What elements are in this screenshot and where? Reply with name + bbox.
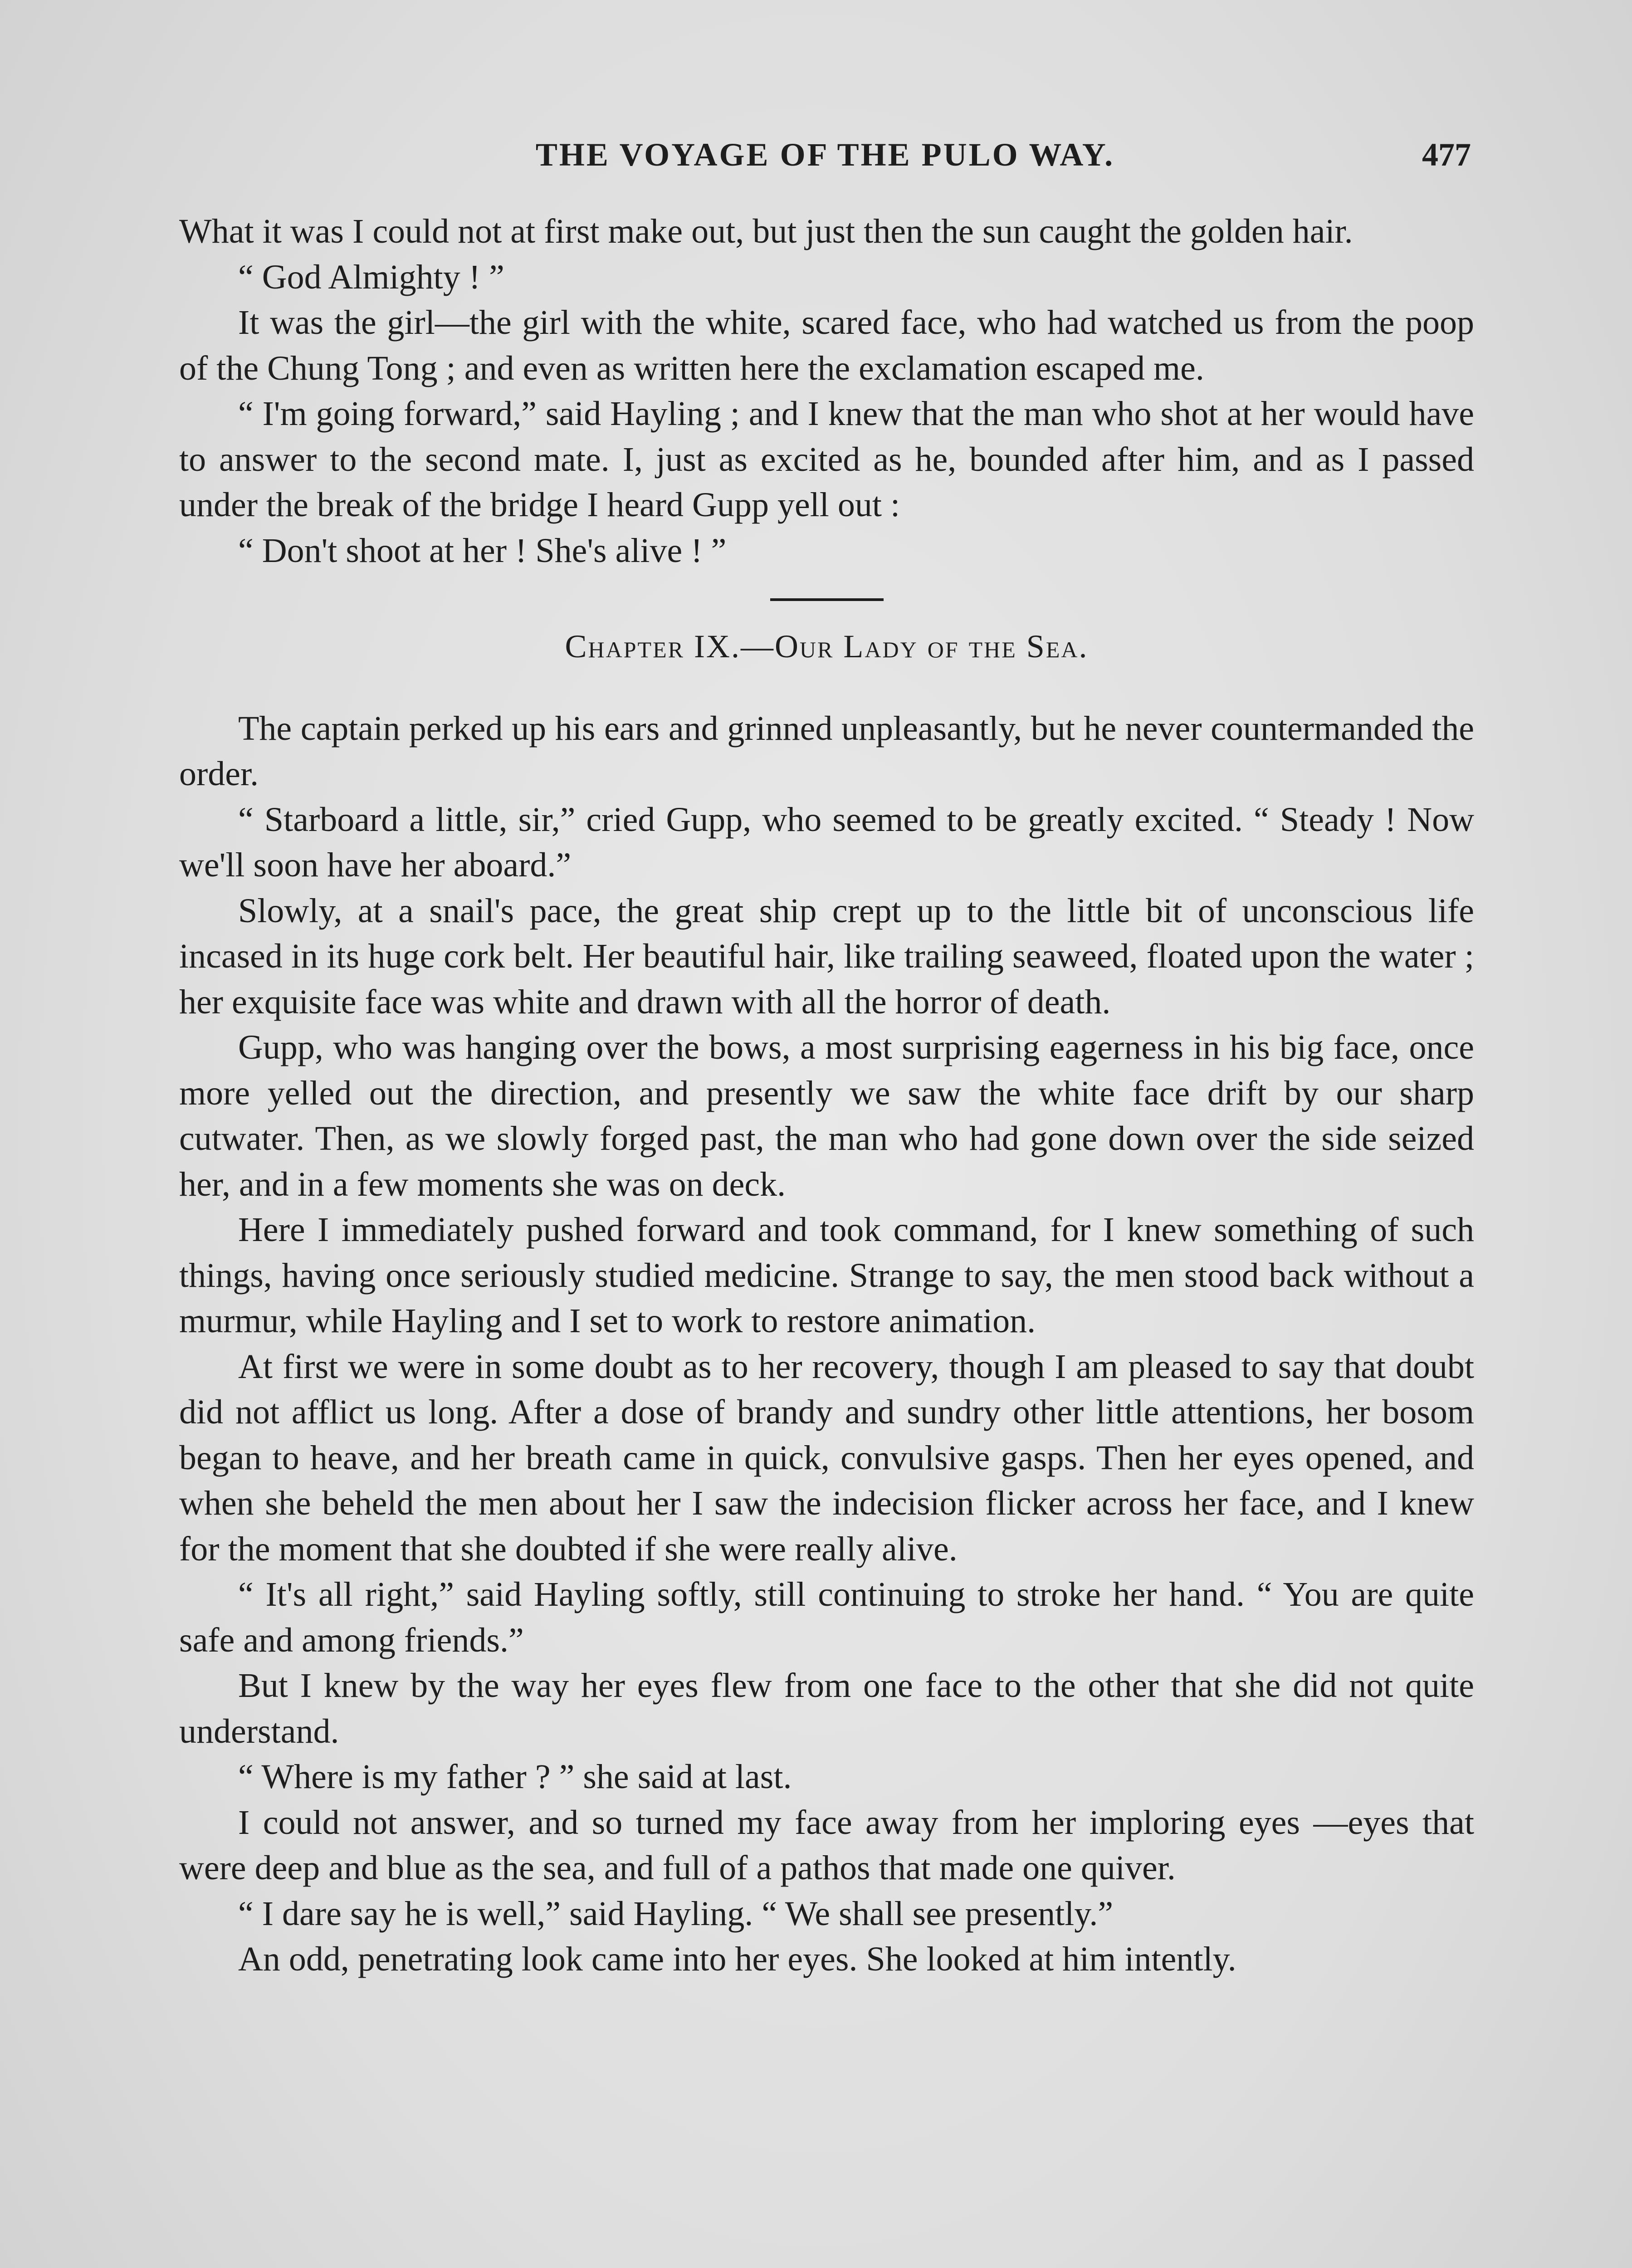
paragraphs-after-chapter (179, 706, 1474, 1982)
paragraph: I could not answer, and so turned my face away from her imploring eyes —eyes that were deep and blue as the sea, and full of a pathos that made one quiver. (179, 1803, 1474, 1887)
section-divider (770, 598, 884, 601)
paragraph: What it was I could not at first make out, but just then the sun caught the golden hair. (179, 212, 1353, 250)
paragraph: But I knew by the way her eyes flew from one face to the other that she did not quite understand. (179, 1667, 1474, 1750)
paragraph: “ I dare say he is well,” said Hayling. “ We shall see presently.” (238, 1894, 1114, 1933)
paragraph: Here I immediately pushed forward and took command, for I knew something of such things, having once seriously studied medicine. Strange to say, the men stood back without a murmur, while Hayling and I set to work to restore animation. (179, 1211, 1474, 1340)
paragraph: An odd, penetrating look came into her eyes. She looked at him intently. (238, 1940, 1236, 1978)
running-title: THE VOYAGE OF THE PULO WAY. (535, 137, 1115, 173)
paragraph: The captain perked up his ears and grinned unpleasantly, but he never countermanded the order. (179, 709, 1474, 793)
paragraphs-before-chapter (179, 209, 1474, 573)
page-header (179, 136, 1471, 186)
paragraph: “ Don't shoot at her ! She's alive ! ” (238, 531, 727, 570)
paragraph: Gupp, who was hanging over the bows, a most surprising eagerness in his big face, once more yelled out the direction, and presently we saw the white face drift by our sharp cutwater. Then, as we slowly forged past, the man who had gone down over the side seized her, and in a few moments she was on deck. (179, 1028, 1474, 1203)
paragraph: It was the girl—the girl with the white, scared face, who had watched us from the poop of the Chung Tong ; and even as written here the exclamation escaped me. (179, 303, 1474, 387)
paragraph: “ Where is my father ? ” she said at last. (238, 1758, 792, 1796)
body-text (179, 209, 1474, 1982)
chapter-heading: Chapter IX.—Our Lady of the Sea. (565, 628, 1089, 665)
paragraph: At first we were in some doubt as to her recovery, though I am pleased to say that doubt did not afflict us long. After a dose of brandy and sundry other little attentions, her bosom began to heave, and her breath came in quick, convulsive gasps. Then her eyes opened, and when she beheld the men about her I saw the indecision flicker across her face, and I knew for the moment that she doubted if she were really alive. (179, 1347, 1474, 1568)
paragraph: “ God Almighty ! ” (238, 258, 504, 296)
paragraph: “ Starboard a little, sir,” cried Gupp, who seemed to be greatly excited. “ Steady ! Now we'll soon have her aboard.” (179, 800, 1474, 884)
page-number: 477 (1422, 137, 1471, 173)
paragraph: “ I'm going forward,” said Hayling ; and I knew that the man who shot at her would have to answer to the second mate. I, just as excited as he, bounded after him, and as I passed under the break of the bridge I heard Gupp yell out : (179, 395, 1474, 524)
paragraph: “ It's all right,” said Hayling softly, still continuing to stroke her hand. “ You are quite safe and among friends.” (179, 1575, 1474, 1659)
paragraph: Slowly, at a snail's pace, the great ship crept up to the little bit of unconscious life incased in its huge cork belt. Her beautiful hair, like trailing seaweed, floated upon the water ; her exquisite face was white and drawn with all the horror of death. (179, 891, 1474, 1021)
